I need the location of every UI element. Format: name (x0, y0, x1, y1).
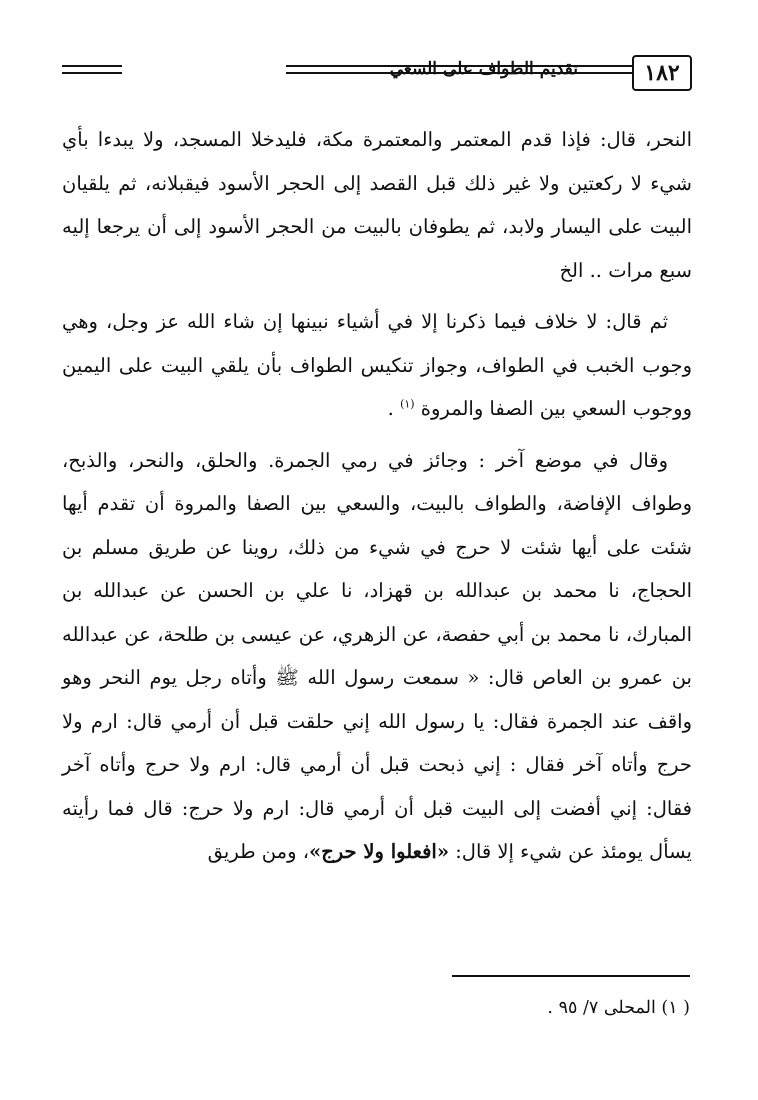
page-header (62, 55, 692, 97)
paragraph-1-text: النحر، قال: فإذا قدم المعتمر والمعتمرة مكة، فليدخلا المسجد، ولا يبدءا بأي شيء لا ركعتين ولا غير ذلك قبل القصد إلى الحجر الأسود فيقبلانه، ثم يلقيان البيت على اليسار ولابد، ثم يطوفان بالبيت من الحجر الأسود إلى أن يرجعا إليه سبع مرات .. الخ (62, 128, 692, 282)
hadith-quote: «افعلوا ولا حرج» (309, 840, 450, 863)
paragraph-1 (62, 118, 692, 292)
body-text (62, 118, 692, 882)
paragraph-2-text: ثم قال: لا خلاف فيما ذكرنا إلا في أشياء نبينها إن شاء الله عز وجل، وهي وجوب الخبب في الطواف، وجواز تنكيس الطواف بأن يلقي البيت على اليمين ووجوب السعي بين الصفا والمروة (62, 310, 692, 420)
paragraph-2 (62, 300, 692, 431)
footnote-separator (452, 975, 690, 977)
paragraph-3-end: ، ومن طريق (207, 840, 310, 863)
paragraph-2-end: . (387, 397, 401, 420)
footnote-reference: (١) (400, 397, 415, 411)
paragraph-3 (62, 439, 692, 874)
footnote: ( ١) المحلى ٧/ ٩٥ . (547, 998, 690, 1018)
header-rule-bottom-left (62, 72, 122, 74)
running-title: تقديم الطواف على السعي (389, 59, 578, 79)
page-number: ١٨٢ (632, 55, 692, 91)
paragraph-3-text: وقال في موضع آخر : وجائز في رمي الجمرة. والحلق، والنحر، والذبح، وطواف الإفاضة، والطواف بالبيت، والسعي بين الصفا والمروة أن تقدم أيها شئت على أيها شئت لا حرج في شيء من ذلك، روينا عن طريق مسلم بن الحجاج، نا محمد بن عبدالله بن قهزاد، نا علي بن الحسن عن عبدالله بن المبارك، نا محمد بن أبي حفصة، عن الزهري، عن عيسى بن طلحة، عن عبدالله بن عمرو بن العاص قال: « سمعت رسول الله ﷺ وأتاه رجل يوم النحر وهو واقف عند الجمرة فقال: يا رسول الله إني حلقت قبل أن أرمي قال: ارم ولا حرج وأتاه آخر فقال : إني ذبحت قبل أن أرمي قال: ارم ولا حرج وأتاه آخر فقال: إني أفضت إلى البيت قبل أن أرمي قال: ارم ولا حرج: قال فما رأيته يسأل يومئذ عن شيء إلا قال: (62, 448, 692, 863)
header-rule-top-left (62, 65, 122, 67)
